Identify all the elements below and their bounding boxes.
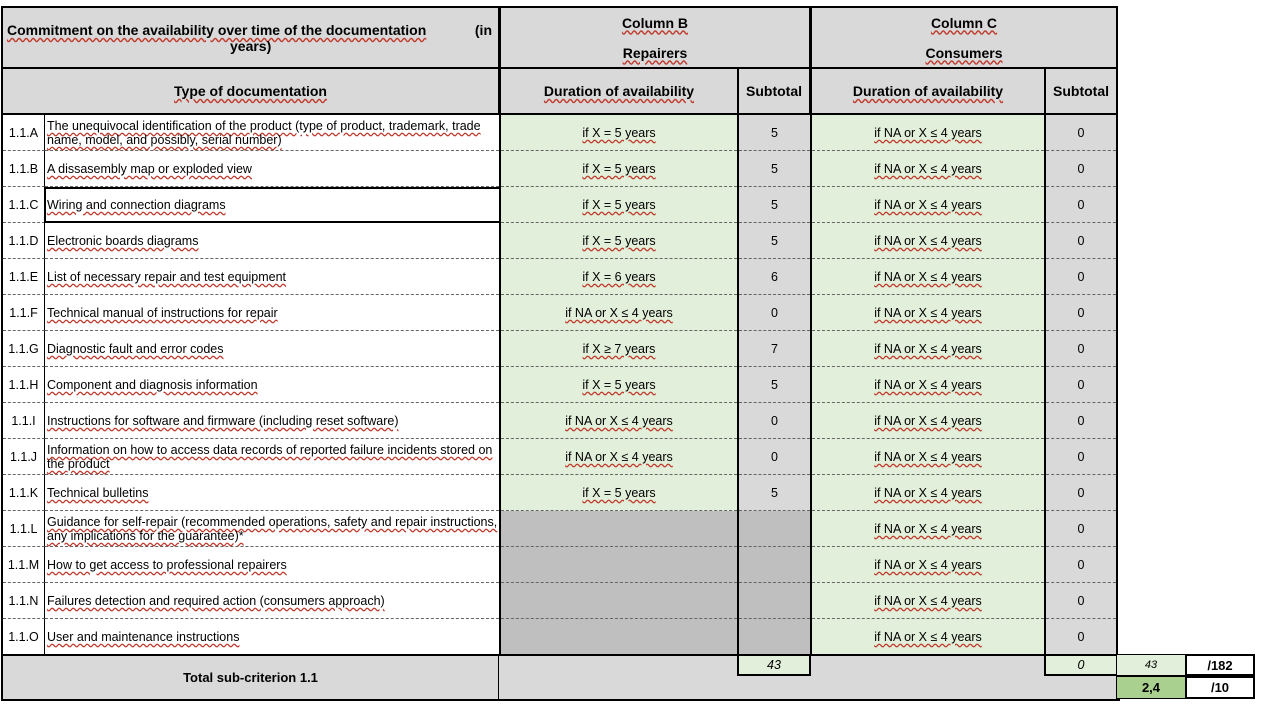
subtotal-b-cell: [739, 511, 810, 547]
subtotal-b-cell: [739, 475, 810, 511]
row-description: [45, 259, 499, 295]
row-description-text: Electronic boards diagrams: [47, 233, 199, 248]
subtotal-b-cell: [739, 295, 810, 331]
subtotal-c-value: 0: [1077, 197, 1085, 212]
subtotal-c-value: 0: [1077, 305, 1085, 320]
duration-c-label: Duration of availability: [852, 83, 1004, 99]
duration-b-cell[interactable]: [501, 403, 737, 439]
subtotal-b-cell: [739, 259, 810, 295]
score-value: 2,4: [1141, 680, 1161, 695]
body-frame-b-sub-left: [737, 113, 739, 656]
subtotal-c-value: 0: [1077, 161, 1085, 176]
row-description: [45, 583, 499, 619]
row-description-text: User and maintenance instructions: [47, 629, 240, 644]
row-description-text: Technical manual of instructions for repair: [47, 305, 278, 320]
subtotal-c-value: 0: [1077, 269, 1085, 284]
duration-c-cell[interactable]: [812, 475, 1044, 511]
row-description: [45, 367, 499, 403]
row-description-text: How to get access to professional repairers: [47, 557, 287, 572]
duration-b-value: if X = 5 years: [582, 197, 656, 212]
duration-c-cell[interactable]: [812, 367, 1044, 403]
duration-b-cell[interactable]: [501, 259, 737, 295]
subtotal-b-cell: [739, 619, 810, 655]
subtotal-b-cell: [739, 187, 810, 223]
subtotal-c-cell: [1046, 511, 1116, 547]
subtotal-c-value: 0: [1077, 521, 1085, 536]
row-code: [3, 439, 45, 475]
row-code: [3, 331, 45, 367]
subtotal-b-value: 0: [771, 305, 778, 320]
row-description: [45, 475, 499, 511]
subtotal-c-cell: [1046, 547, 1116, 583]
duration-b-cell: [501, 511, 737, 547]
subtotal-c-cell: [1046, 475, 1116, 511]
duration-c-cell[interactable]: [812, 439, 1044, 475]
subtotal-b-value: 0: [771, 449, 778, 464]
duration-b-value: if X = 5 years: [582, 125, 656, 140]
row-description-text: Information on how to access data records of reported failure incidents stored on the product: [47, 442, 493, 471]
row-code-text: 1.1.C: [8, 197, 39, 212]
score-max-cell: [1185, 676, 1255, 699]
subtotal-b-value: 5: [771, 485, 778, 500]
subtotal-b-value: 7: [771, 341, 778, 356]
subtotal-b-cell: [739, 331, 810, 367]
duration-b-cell[interactable]: [501, 439, 737, 475]
total-sum-cell: [1116, 654, 1186, 676]
duration-c-cell[interactable]: [812, 403, 1044, 439]
row-code-text: 1.1.J: [9, 449, 38, 464]
total-max-cell: [1185, 654, 1255, 676]
subtotal-c-value: 0: [1077, 377, 1085, 392]
duration-b-cell: [501, 583, 737, 619]
row-code-text: 1.1.I: [11, 413, 36, 428]
subtotal-b-cell: [739, 547, 810, 583]
row-description: [45, 223, 499, 259]
commitment-title: Commitment on the availability over time of the documentation: [7, 22, 427, 38]
row-code: [3, 367, 45, 403]
row-code: [3, 187, 45, 223]
row-description-text: Technical bulletins: [47, 485, 149, 500]
score-cell: [1116, 676, 1186, 699]
column-b-subtitle: Repairers: [622, 44, 688, 61]
duration-b-value: if NA or X ≤ 4 years: [565, 449, 673, 464]
row-code-text: 1.1.L: [9, 521, 38, 536]
row-description-text: Failures detection and required action (consumers approach): [47, 593, 385, 608]
subtotal-c-cell: [1046, 295, 1116, 331]
commitment-header: [1, 6, 500, 69]
row-description: [45, 151, 499, 187]
subtotal-c-cell: [1046, 259, 1116, 295]
column-b-header: [499, 6, 811, 69]
duration-b-cell[interactable]: [501, 223, 737, 259]
row-code: [3, 223, 45, 259]
subtotal-c-cell: [1046, 115, 1116, 151]
duration-c-value: if NA or X ≤ 4 years: [874, 413, 982, 428]
duration-b-value: if NA or X ≤ 4 years: [565, 305, 673, 320]
duration-c-value: if NA or X ≤ 4 years: [874, 341, 982, 356]
total-label-cell: [1, 654, 500, 701]
duration-c-value: if NA or X ≤ 4 years: [874, 521, 982, 536]
duration-b-value: if X = 5 years: [582, 485, 656, 500]
subtotal-b-cell: [739, 403, 810, 439]
row-description: [45, 115, 499, 151]
subtotal-c-value: 0: [1077, 593, 1085, 608]
duration-b-cell[interactable]: [501, 331, 737, 367]
subtotal-b-value: 6: [771, 269, 778, 284]
subtotal-c-value: 0: [1077, 413, 1085, 428]
type-of-documentation-header: [1, 67, 500, 115]
subtotal-b-label: Subtotal: [746, 83, 802, 99]
duration-c-cell[interactable]: [812, 223, 1044, 259]
subtotal-b-value: 0: [771, 413, 778, 428]
body-frame-c-sub-left: [1044, 113, 1046, 656]
commitment-unit-open: (in: [474, 22, 492, 38]
body-frame-c-left: [810, 113, 812, 656]
duration-b-cell[interactable]: [501, 115, 737, 151]
row-code-text: 1.1.D: [8, 233, 39, 248]
subtotal-c-value: 0: [1077, 449, 1085, 464]
body-frame-left: [1, 113, 3, 656]
subtotal-b-value: 5: [771, 161, 778, 176]
subtotal-c-cell: [1046, 583, 1116, 619]
duration-b-value: if X ≥ 7 years: [582, 341, 656, 356]
duration-c-value: if NA or X ≤ 4 years: [874, 377, 982, 392]
subtotal-b-cell: [739, 223, 810, 259]
duration-b-value: if X = 6 years: [582, 269, 656, 284]
total-subtotal-b: [737, 654, 811, 676]
row-description: [45, 295, 499, 331]
column-c-subtitle: Consumers: [925, 44, 1003, 61]
row-code: [3, 151, 45, 187]
total-label: Total sub-criterion 1.1: [183, 670, 318, 685]
row-description-text: List of necessary repair and test equipment: [47, 269, 287, 284]
subtotal-c-cell: [1046, 367, 1116, 403]
row-code: [3, 403, 45, 439]
total-sum-value: 43: [1144, 659, 1158, 671]
subtotal-c-value: 0: [1077, 125, 1085, 140]
column-b-title: Column B: [621, 14, 689, 31]
subtotal-c-cell: [1046, 187, 1116, 223]
row-code-text: 1.1.G: [8, 341, 39, 356]
subtotal-c-label: Subtotal: [1053, 83, 1109, 99]
duration-c-cell[interactable]: [812, 259, 1044, 295]
duration-c-cell[interactable]: [812, 619, 1044, 655]
duration-c-value: if NA or X ≤ 4 years: [874, 197, 982, 212]
row-code: [3, 547, 45, 583]
row-description-text: Component and diagnosis information: [47, 377, 258, 392]
body-frame-right: [1116, 113, 1118, 656]
duration-b-cell: [501, 619, 737, 655]
row-description-text: The unequivocal identification of the product (type of product, trademark, trade name, model, and possibly, serial number): [47, 118, 481, 147]
duration-b-cell[interactable]: [501, 367, 737, 403]
row-code: [3, 583, 45, 619]
row-description-text: Wiring and connection diagrams: [47, 197, 226, 212]
duration-c-value: if NA or X ≤ 4 years: [874, 593, 982, 608]
subtotal-b-cell: [739, 583, 810, 619]
duration-c-value: if NA or X ≤ 4 years: [874, 629, 982, 644]
body-frame-b-left: [499, 113, 501, 656]
duration-c-cell[interactable]: [812, 187, 1044, 223]
commitment-unit-close: years): [230, 38, 272, 54]
row-code: [3, 475, 45, 511]
duration-b-cell[interactable]: [501, 475, 737, 511]
duration-c-value: if NA or X ≤ 4 years: [874, 269, 982, 284]
selected-cell-outline: [44, 187, 501, 223]
duration-c-cell[interactable]: [812, 151, 1044, 187]
row-code-text: 1.1.K: [8, 485, 39, 500]
subtotal-b-cell: [739, 439, 810, 475]
duration-c-value: if NA or X ≤ 4 years: [874, 557, 982, 572]
row-code: [3, 511, 45, 547]
row-code: [3, 619, 45, 655]
subtotal-c-cell: [1046, 223, 1116, 259]
duration-c-cell[interactable]: [812, 547, 1044, 583]
score-max-value: /10: [1210, 680, 1230, 695]
row-code-text: 1.1.O: [8, 629, 39, 644]
row-code-text: 1.1.E: [8, 269, 39, 284]
duration-b-cell[interactable]: [501, 295, 737, 331]
row-code: [3, 259, 45, 295]
row-description: [45, 331, 499, 367]
row-description: [45, 511, 499, 547]
subtotal-b-header: [737, 67, 811, 115]
subtotal-c-value: 0: [1077, 629, 1085, 644]
row-code: [3, 115, 45, 151]
duration-b-cell: [501, 547, 737, 583]
duration-b-value: if X = 5 years: [582, 233, 656, 248]
duration-c-value: if NA or X ≤ 4 years: [874, 161, 982, 176]
row-description: [45, 403, 499, 439]
duration-b-label: Duration of availability: [543, 83, 695, 99]
subtotal-c-cell: [1046, 151, 1116, 187]
duration-b-header: [499, 67, 739, 115]
subtotal-c-header: [1044, 67, 1118, 115]
subtotal-c-cell: [1046, 331, 1116, 367]
row-description-text: Guidance for self-repair (recommended operations, safety and repair instructions, any implications for the guarantee)*: [47, 514, 498, 543]
duration-b-value: if X = 5 years: [582, 161, 656, 176]
row-description-text: Diagnostic fault and error codes: [47, 341, 224, 356]
duration-c-cell[interactable]: [812, 583, 1044, 619]
duration-c-header: [810, 67, 1046, 115]
row-code-text: 1.1.A: [8, 125, 39, 140]
total-max-value: /182: [1207, 657, 1233, 673]
subtotal-b-value: 5: [771, 233, 778, 248]
row-code-text: 1.1.B: [8, 161, 39, 176]
row-code-text: 1.1.H: [8, 377, 39, 392]
row-code: [3, 295, 45, 331]
row-description: [45, 439, 499, 475]
total-subtotal-b-value: 43: [767, 658, 781, 672]
duration-c-value: if NA or X ≤ 4 years: [874, 233, 982, 248]
row-description-text: Instructions for software and firmware (including reset software): [47, 413, 399, 428]
subtotal-c-cell: [1046, 403, 1116, 439]
total-subtotal-c-value: 0: [1077, 658, 1085, 672]
duration-b-value: if NA or X ≤ 4 years: [565, 413, 673, 428]
subtotal-b-value: 5: [771, 377, 778, 392]
row-description: [45, 619, 499, 655]
row-description: [45, 547, 499, 583]
duration-c-cell[interactable]: [812, 331, 1044, 367]
duration-b-cell[interactable]: [501, 151, 737, 187]
subtotal-b-cell: [739, 151, 810, 187]
row-description-text: A dissasembly map or exploded view: [47, 161, 252, 176]
duration-c-value: if NA or X ≤ 4 years: [874, 449, 982, 464]
duration-c-cell[interactable]: [812, 295, 1044, 331]
duration-c-cell[interactable]: [812, 511, 1044, 547]
subtotal-c-cell: [1046, 619, 1116, 655]
subtotal-c-cell: [1046, 439, 1116, 475]
subtotal-b-cell: [739, 367, 810, 403]
subtotal-c-value: 0: [1077, 341, 1085, 356]
subtotal-c-value: 0: [1077, 233, 1085, 248]
duration-c-value: if NA or X ≤ 4 years: [874, 485, 982, 500]
subtotal-b-value: 5: [771, 125, 778, 140]
duration-b-value: if X = 5 years: [582, 377, 656, 392]
subtotal-b-cell: [739, 115, 810, 151]
subtotal-b-value: 5: [771, 197, 778, 212]
total-subtotal-c: [1044, 654, 1118, 676]
type-label: Type of documentation: [174, 83, 327, 99]
duration-c-value: if NA or X ≤ 4 years: [874, 305, 982, 320]
column-c-header: [810, 6, 1118, 69]
row-code-text: 1.1.F: [9, 305, 38, 320]
subtotal-c-value: 0: [1077, 485, 1085, 500]
column-c-title: Column C: [930, 14, 998, 31]
row-code-text: 1.1.N: [8, 593, 39, 608]
duration-c-cell[interactable]: [812, 115, 1044, 151]
subtotal-c-value: 0: [1077, 557, 1085, 572]
duration-b-cell[interactable]: [501, 187, 737, 223]
duration-c-value: if NA or X ≤ 4 years: [874, 125, 982, 140]
row-code-text: 1.1.M: [7, 557, 40, 572]
